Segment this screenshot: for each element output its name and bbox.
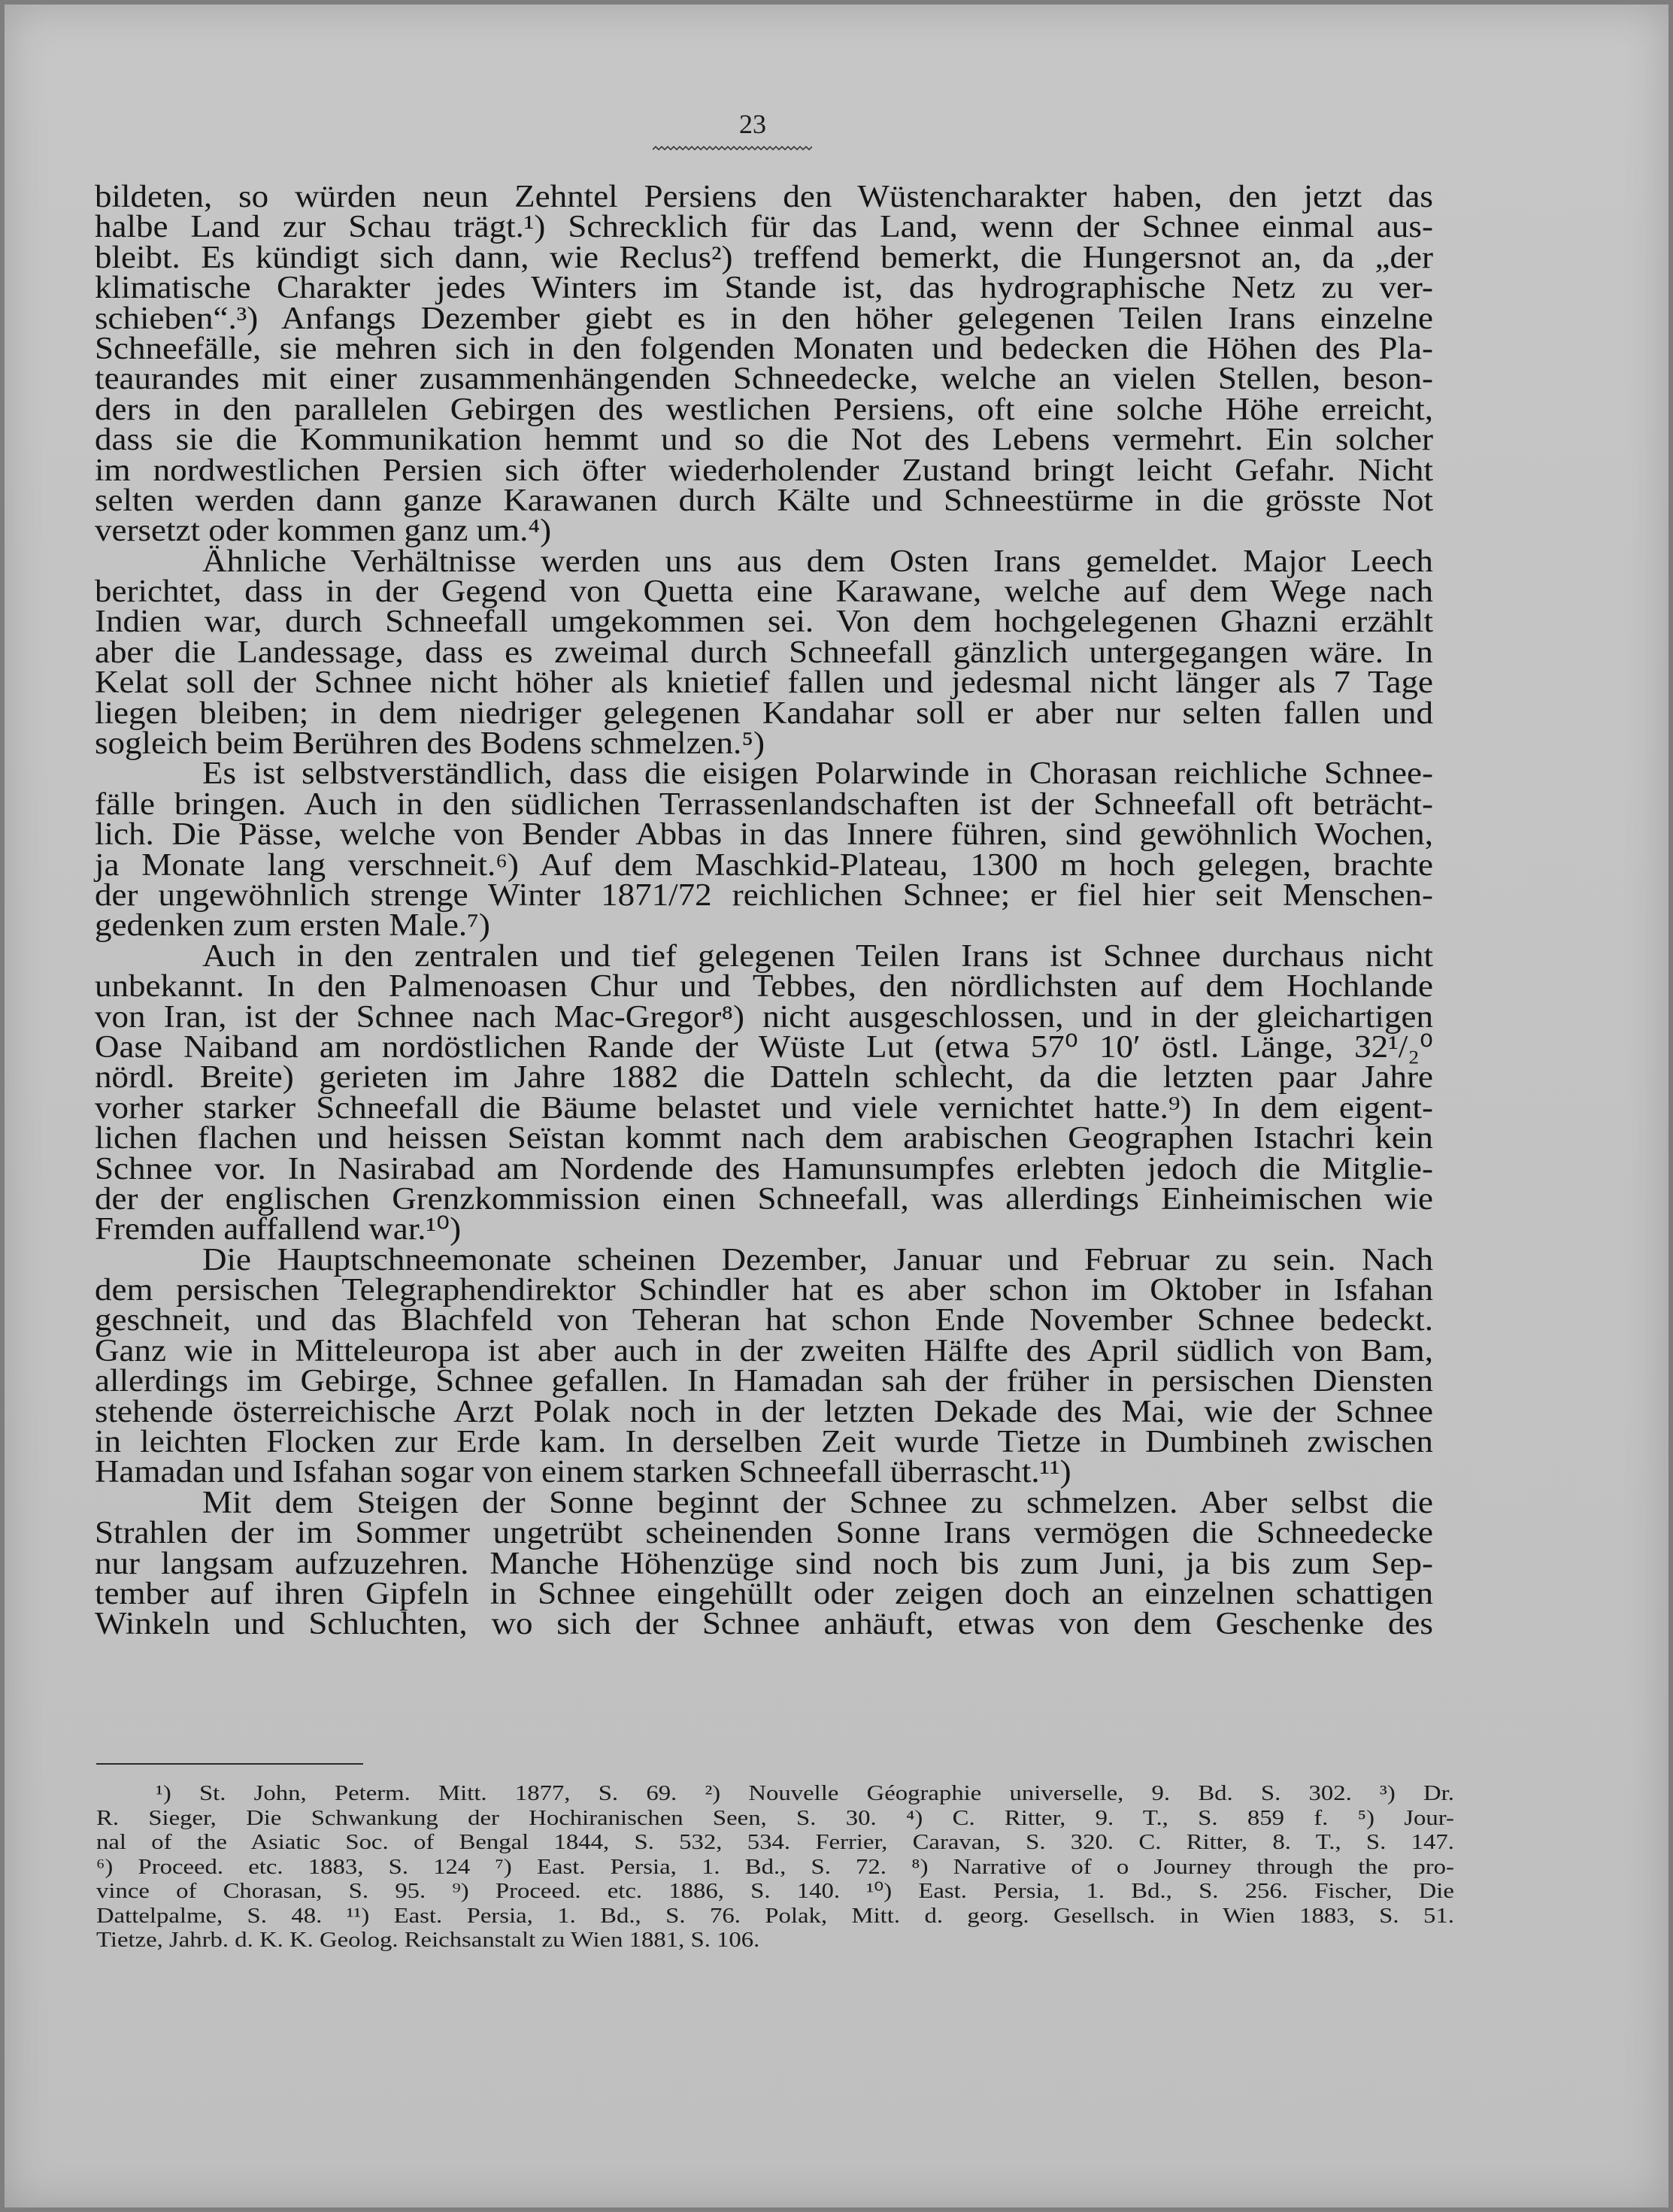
text-line: allerdings im Gebirge, Schnee gefallen. In Hamadan sah der früher in persischen Diensten [95, 1363, 1433, 1399]
text-line: nördl. Breite) gerieten im Jahre 1882 die Datteln schlecht, da die letzten paar Jahre [95, 1059, 1433, 1095]
footnote-line: nal of the Asiatic Soc. of Bengal 1844, S. 532, 534. Ferrier, Caravan, S. 320. C. Ritter, 8. T., S. 147. [96, 1830, 1454, 1854]
text-line: Mit dem Steigen der Sonne beginnt der Schnee zu schmelzen. Aber selbst die [202, 1484, 1433, 1520]
text-line: stehende österreichische Arzt Polak noch in der letzten Dekade des Mai, wie der Schnee [95, 1393, 1433, 1429]
text-line: Indien war, durch Schneefall umgekommen sei. Von dem hochgelegenen Ghazni erzählt [95, 604, 1433, 640]
text-line: Schneefälle, sie mehren sich in den folgenden Monaten und bedecken die Höhen des Pla- [95, 330, 1433, 366]
wavy-rule-icon [653, 144, 812, 155]
text-line: lichen flachen und heissen Seïstan kommt nach dem arabischen Geographen Istachri kein [95, 1120, 1433, 1156]
footnote-line: ⁶) Proceed. etc. 1883, S. 124 ⁷) East. Persia, 1. Bd., S. 72. ⁸) Narrative of o Journey through the pro- [96, 1854, 1454, 1879]
header-ornament [653, 144, 812, 155]
text-line: Schnee vor. In Nasirabad am Nordende des Hamunsumpfes erlebten jedoch die Mitglie- [95, 1150, 1433, 1186]
text-line: Auch in den zentralen und tief gelegenen Teilen Irans ist Schnee durchaus nicht [202, 938, 1433, 974]
text-line: Es ist selbstverständlich, dass die eisigen Polarwinde in Chorasan reichliche Schnee- [202, 756, 1433, 792]
footnote-line: Dattelpalme, S. 48. ¹¹) East. Persia, 1. Bd., S. 76. Polak, Mitt. d. georg. Gesellsch. in Wien 1883, S. 51. [96, 1903, 1454, 1928]
text-line: Oase Naiband am nordöstlichen Rande der Wüste Lut (etwa 57⁰ 10′ östl. Länge, 32¹/₂⁰ [95, 1029, 1433, 1065]
text-line: ja Monate lang verschneit.⁶) Auf dem Maschkid-Plateau, 1300 m hoch gelegen, brachte [95, 847, 1433, 883]
text-line: halbe Land zur Schau trägt.¹) Schrecklich für das Land, wenn der Schnee einmal aus- [95, 209, 1433, 245]
text-line: aber die Landessage, dass es zweimal durch Schneefall gänzlich untergegangen wäre. In [95, 634, 1433, 670]
text-line: Kelat soll der Schnee nicht höher als knietief fallen und jedesmal nicht länger als 7 Tage [95, 665, 1433, 701]
text-line: klimatische Charakter jedes Winters im Stande ist, das hydrographische Netz zu ver- [95, 270, 1433, 306]
footnote-line: R. Sieger, Die Schwankung der Hochiranischen Seen, S. 30. ⁴) C. Ritter, 9. T., S. 859 f. ⁵) Jour- [96, 1805, 1454, 1830]
text-line: im nordwestlichen Persien sich öfter wiederholender Zustand bringt leicht Gefahr. Nicht [95, 452, 1433, 488]
text-line: berichtet, dass in der Gegend von Quetta eine Karawane, welche auf dem Wege nach [95, 574, 1433, 610]
text-line: bildeten, so würden neun Zehntel Persiens den Wüstencharakter haben, den jetzt das [95, 179, 1433, 214]
footnote-divider [96, 1763, 363, 1765]
text-line: von Iran, ist der Schnee nach Mac-Gregor⁸) nicht ausgeschlossen, und in der gleichartigen [95, 998, 1433, 1035]
text-line: Ganz wie in Mitteleuropa ist aber auch in der zweiten Hälfte des April südlich von Bam, [95, 1332, 1433, 1368]
text-line: tember auf ihren Gipfeln in Schnee eingehüllt oder zeigen doch an einzelnen schattigen [95, 1575, 1433, 1611]
text-line: teaurandes mit einer zusammenhängenden Schneedecke, welche an vielen Stellen, beson- [95, 361, 1433, 397]
text-line: Hamadan und Isfahan sogar von einem starken Schneefall überrascht.¹¹) [95, 1454, 1071, 1490]
text-line: nur langsam aufzuzehren. Manche Höhenzüge sind noch bis zum Juni, ja bis zum Sep- [95, 1545, 1433, 1581]
text-line: versetzt oder kommen ganz um.⁴) [95, 513, 552, 549]
text-line: lich. Die Pässe, welche von Bender Abbas in das Innere führen, sind gewöhnlich Wochen, [95, 817, 1433, 853]
text-line: bleibt. Es kündigt sich dann, wie Reclus²) treffend bemerkt, die Hungersnot an, da „der [95, 239, 1433, 275]
text-line: Ähnliche Verhältnisse werden uns aus dem Osten Irans gemeldet. Major Leech [202, 543, 1433, 579]
text-line: der ungewöhnlich strenge Winter 1871/72 reichlichen Schnee; er fiel hier seit Menschen- [95, 877, 1433, 913]
text-line: liegen bleiben; in dem niedriger gelegenen Kandahar soll er aber nur selten fallen und [95, 695, 1433, 731]
text-line: ders in den parallelen Gebirgen des westlichen Persiens, oft eine solche Höhe erreicht, [95, 391, 1433, 427]
text-line: Fremden auffallend war.¹⁰) [95, 1211, 462, 1247]
footnotes [96, 1781, 1454, 1953]
document-page [5, 5, 1668, 2207]
text-line: dem persischen Telegraphendirektor Schindler hat es aber schon im Oktober in Isfahan [95, 1272, 1433, 1308]
text-line: der der englischen Grenzkommission einen Schneefall, was allerdings Einheimischen wie [95, 1180, 1433, 1217]
text-line: Winkeln und Schluchten, wo sich der Schnee anhäuft, etwas von dem Geschenke des [95, 1606, 1433, 1642]
footnote-line: vince of Chorasan, S. 95. ⁹) Proceed. etc. 1886, S. 140. ¹⁰) East. Persia, 1. Bd., S. 256. Fischer, Die [96, 1879, 1454, 1903]
footnote-line: Tietze, Jahrb. d. K. K. Geolog. Reichsanstalt zu Wien 1881, S. 106. [96, 1928, 760, 1952]
text-line: Strahlen der im Sommer ungetrübt scheinenden Sonne Irans vermögen die Schneedecke [95, 1515, 1433, 1551]
main-text [95, 179, 1433, 1642]
page-number: 23 [739, 109, 766, 139]
text-line: Die Hauptschneemonate scheinen Dezember, Januar und Februar zu sein. Nach [202, 1241, 1433, 1277]
text-line: sogleich beim Berühren des Bodens schmelzen.⁵) [95, 726, 765, 762]
footnote-line: ¹) St. John, Peterm. Mitt. 1877, S. 69. ²) Nouvelle Géographie universelle, 9. Bd. S. 302. ³) Dr. [156, 1781, 1454, 1805]
text-line: fälle bringen. Auch in den südlichen Terrassenlandschaften ist der Schneefall oft beträcht- [95, 786, 1433, 822]
text-line: schieben“.³) Anfangs Dezember giebt es in den höher gelegenen Teilen Irans einzelne [95, 300, 1433, 336]
text-line: unbekannt. In den Palmenoasen Chur und Tebbes, den nördlichsten auf dem Hochlande [95, 968, 1433, 1004]
text-line: vorher starker Schneefall die Bäume belastet und viele vernichtet hatte.⁹) In dem eigent- [95, 1089, 1433, 1126]
text-line: dass sie die Kommunikation hemmt und so die Not des Lebens vermehrt. Ein solcher [95, 422, 1433, 458]
text-line: gedenken zum ersten Male.⁷) [95, 908, 490, 944]
text-line: selten werden dann ganze Karawanen durch Kälte und Schneestürme in die grösste Not [95, 482, 1433, 518]
text-line: geschneit, und das Blachfeld von Teheran hat schon Ende November Schnee bedeckt. [95, 1302, 1433, 1338]
text-line: in leichten Flocken zur Erde kam. In derselben Zeit wurde Tietze in Dumbineh zwischen [95, 1424, 1433, 1460]
